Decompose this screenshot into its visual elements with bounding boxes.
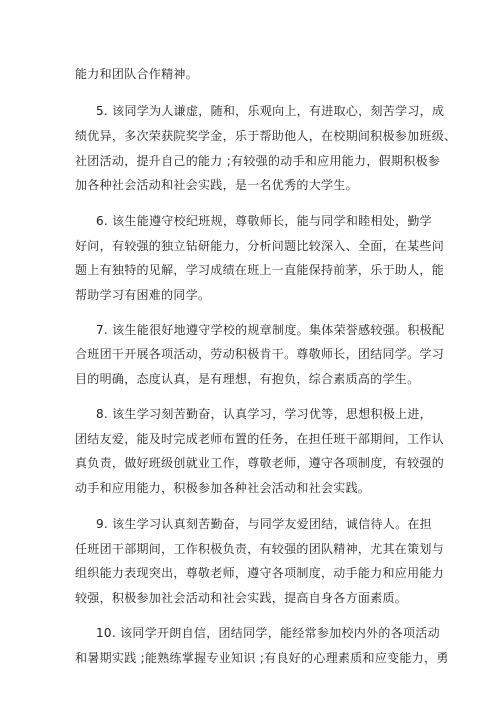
paragraph-6-line-1: 6. 该生能遵守校纪班规，尊敬师长，能与同学和睦相处，勤学 <box>96 214 432 228</box>
paragraph-9-line-1: 9. 该生学习认真刻苦勤奋，与同学友爱团结，诚信待人。在担 <box>96 517 432 531</box>
paragraph-6-line-2: 好问，有较强的独立钻研能力，分析问题比较深入、全面，在某些问 <box>75 239 445 253</box>
paragraph-5-line-3: 社团活动，提升自己的能力 ;有较强的动手和应用能力，假期积极参 <box>75 154 441 168</box>
paragraph-6-line-4: 帮助学习有困难的同学。 <box>75 288 211 302</box>
paragraph-8-line-3: 真负责，做好班级创就业工作，尊敬老师，遵守各项制度，有较强的 <box>75 456 445 470</box>
paragraph-7-line-3: 目的明确，态度认真，是有理想，有抱负，综合素质高的学生。 <box>75 372 420 386</box>
intro-tail-line: 能力和团队合作精神。 <box>75 67 199 81</box>
paragraph-8-line-2: 团结友爱，能及时完成老师布置的任务，在担任班干部期间，工作认 <box>75 432 445 446</box>
paragraph-5-line-1: 5. 该同学为人谦虚，随和，乐观向上，有进取心，刻苦学习，成 <box>96 104 445 118</box>
paragraph-7-line-2: 合班团干开展各项活动，劳动积极肯干。尊敬师长，团结同学。学习 <box>75 347 445 361</box>
paragraph-8-line-1: 8. 该生学习刻苦勤奋，认真学习，学习优等，思想积极上进， <box>96 407 432 421</box>
paragraph-5-line-4: 加各种社会活动和社会实践，是一名优秀的大学生。 <box>75 178 358 192</box>
paragraph-7-line-1: 7. 该生能很好地遵守学校的规章制度。集体荣誉感较强。积极配 <box>96 323 445 337</box>
paragraph-6-line-3: 题上有独特的见解，学习成绩在班上一直能保持前茅，乐于助人，能 <box>75 263 445 277</box>
paragraph-8-line-4: 动手和应用能力，积极参加各种社会活动和社会实践。 <box>75 481 371 495</box>
paragraph-10-line-1: 10. 该同学开朗自信，团结同学，能经常参加校内外的各项活动 <box>96 626 440 640</box>
paragraph-5-line-2: 绩优异，多次荣获院奖学金，乐于帮助他人，在校期间积极参加班级、 <box>75 129 457 143</box>
paragraph-9-line-2: 任班团干部期间，工作积极负责，有较强的团队精神，尤其在策划与 <box>75 542 445 556</box>
paragraph-9-line-4: 较强，积极参加社会活动和社会实践，提高自身各方面素质。 <box>75 591 408 605</box>
paragraph-10-line-2: 和暑期实践 ;能熟练掌握专业知识 ;有良好的心理素质和应变能力，勇 <box>75 651 449 665</box>
paragraph-9-line-3: 组织能力表现突出，尊敬老师，遵守各项制度，动手能力和应用能力 <box>75 566 445 580</box>
